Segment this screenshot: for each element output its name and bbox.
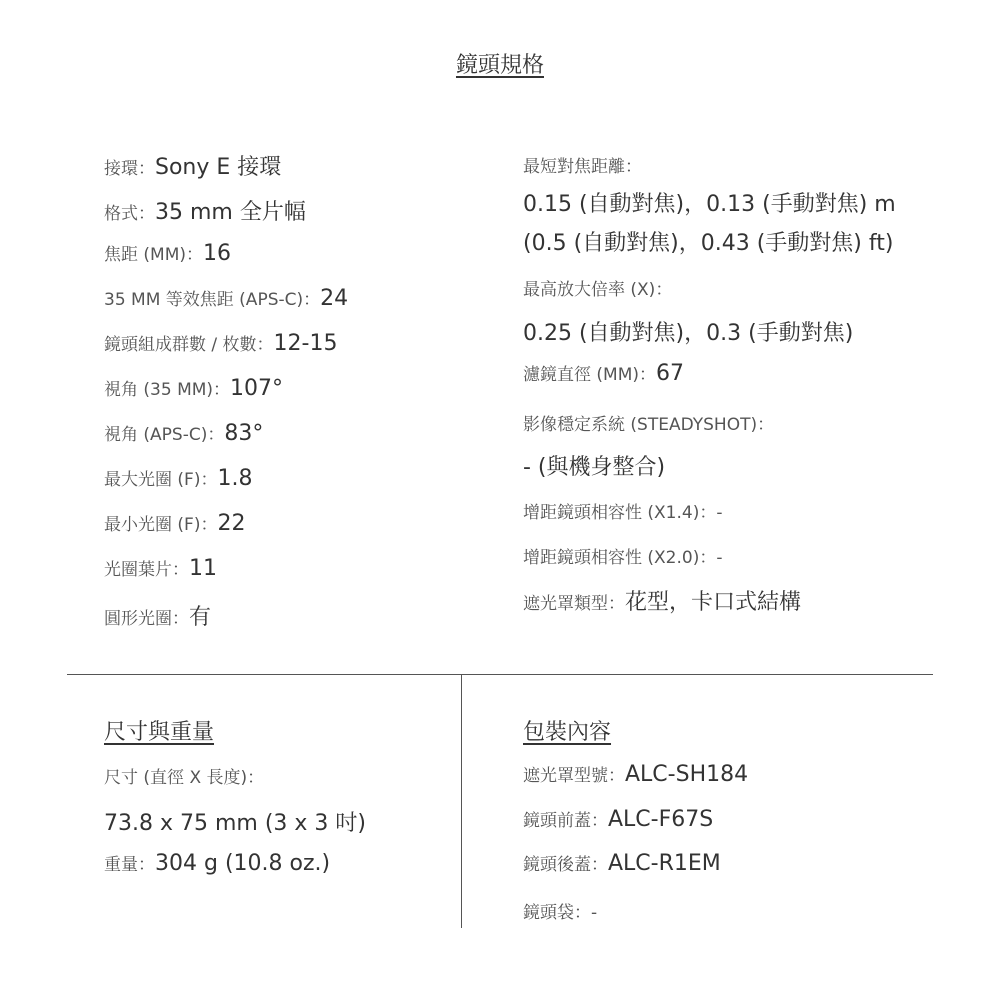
package-item-case xyxy=(523,898,597,923)
vertical-divider xyxy=(461,675,462,928)
spec-value: 11 xyxy=(189,556,217,581)
spec-value: 花型，卡口式結構 xyxy=(625,590,802,615)
size-weight-heading: 尺寸與重量 xyxy=(104,720,215,745)
spec-label: 遮光罩類型： xyxy=(523,594,625,614)
spec-label: 焦距 (MM)： xyxy=(104,245,204,265)
weight-spec xyxy=(104,850,330,876)
spec-angle-35mm xyxy=(104,375,283,401)
spec-label: 視角 (APS-C)： xyxy=(104,425,225,445)
weight-label: 重量： xyxy=(104,855,155,875)
spec-label: 格式： xyxy=(104,204,155,224)
spec-min-focus-value-line1: 0.15 (自動對焦)，0.13 (手動對焦) m xyxy=(523,192,896,217)
spec-value: Sony E 接環 xyxy=(155,155,282,180)
spec-value: - xyxy=(716,503,723,523)
spec-value: 107° xyxy=(230,376,284,401)
spec-label: 接環： xyxy=(104,159,155,179)
spec-label: 視角 (35 MM)： xyxy=(104,380,231,400)
spec-hood-type xyxy=(523,585,801,616)
package-item-rear-cap xyxy=(523,850,721,876)
page-title xyxy=(0,48,1000,79)
package-item-label: 鏡頭袋： xyxy=(523,903,591,923)
horizontal-divider xyxy=(67,674,933,675)
spec-mount xyxy=(104,150,281,181)
spec-min-aperture xyxy=(104,510,245,536)
spec-label: 光圈葉片： xyxy=(104,560,189,580)
spec-value: 16 xyxy=(203,241,232,266)
spec-max-mag-label: 最高放大倍率 (X)： xyxy=(523,280,673,300)
spec-steadyshot-label: 影像穩定系統 (STEADYSHOT)： xyxy=(523,415,775,435)
spec-value: 22 xyxy=(217,511,246,536)
package-item-hood xyxy=(523,761,748,787)
spec-value: - xyxy=(716,548,723,568)
spec-steadyshot-value: - (與機身整合) xyxy=(523,455,666,480)
spec-teleconverter-20 xyxy=(523,543,723,568)
spec-value: 有 xyxy=(189,605,212,630)
spec-circular-aperture xyxy=(104,600,211,631)
spec-label: 增距鏡頭相容性 (X1.4)： xyxy=(523,503,717,523)
spec-angle-apsc xyxy=(104,420,263,446)
spec-max-aperture xyxy=(104,465,252,491)
spec-focal-length xyxy=(104,240,231,266)
spec-elements-groups xyxy=(104,330,337,356)
spec-filter-diameter xyxy=(523,360,684,386)
package-item-label: 鏡頭後蓋： xyxy=(523,855,608,875)
page-title-text: 鏡頭規格 xyxy=(455,53,544,78)
spec-value: 12-15 xyxy=(273,331,338,356)
package-item-front-cap xyxy=(523,806,713,832)
package-item-value: ALC-F67S xyxy=(608,807,714,832)
weight-value: 304 g (10.8 oz.) xyxy=(155,851,331,876)
package-item-value: - xyxy=(591,903,598,923)
spec-value: 83° xyxy=(224,421,264,446)
spec-label: 濾鏡直徑 (MM)： xyxy=(523,365,657,385)
spec-min-focus-value-line2: (0.5 (自動對焦)，0.43 (手動對焦) ft) xyxy=(523,231,894,256)
spec-value: 1.8 xyxy=(217,466,253,491)
spec-value: 35 mm 全片幅 xyxy=(155,200,306,225)
spec-teleconverter-14 xyxy=(523,498,723,523)
spec-value: 67 xyxy=(656,361,685,386)
spec-equiv-focal xyxy=(104,285,348,311)
spec-label: 最大光圈 (F)： xyxy=(104,470,218,490)
spec-min-focus-label: 最短對焦距離： xyxy=(523,157,642,177)
spec-label: 最小光圈 (F)： xyxy=(104,515,218,535)
package-item-value: ALC-R1EM xyxy=(608,851,721,876)
spec-max-mag-value: 0.25 (自動對焦)，0.3 (手動對焦) xyxy=(523,321,854,346)
package-heading: 包裝內容 xyxy=(523,720,612,745)
dimensions-value: 73.8 x 75 mm (3 x 3 吋) xyxy=(104,811,366,836)
package-item-value: ALC-SH184 xyxy=(625,762,749,787)
dimensions-label: 尺寸 (直徑 X 長度)： xyxy=(104,768,265,788)
spec-format xyxy=(104,195,306,226)
package-item-label: 鏡頭前蓋： xyxy=(523,811,608,831)
spec-label: 鏡頭組成群數 / 枚數： xyxy=(104,335,274,355)
spec-label: 增距鏡頭相容性 (X2.0)： xyxy=(523,548,717,568)
spec-aperture-blades xyxy=(104,555,217,581)
package-item-label: 遮光罩型號： xyxy=(523,766,625,786)
spec-label: 圓形光圈： xyxy=(104,609,189,629)
spec-label: 35 MM 等效焦距 (APS-C)： xyxy=(104,290,321,310)
spec-value: 24 xyxy=(320,286,349,311)
